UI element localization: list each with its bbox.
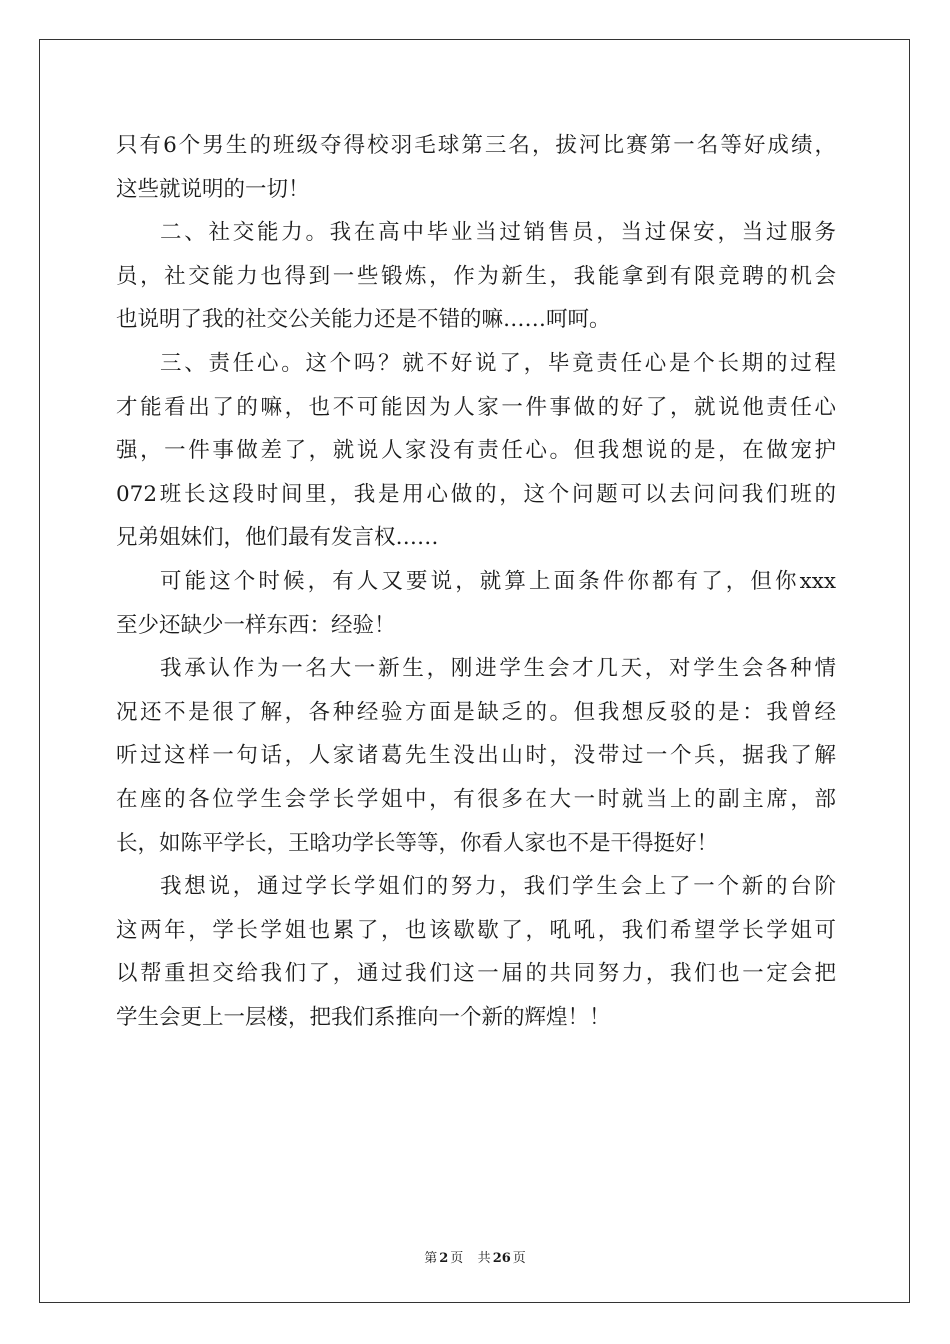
text-line: 只有6个男生的班级夺得校羽毛球第三名，拔河比赛第一名等好成绩， <box>116 133 836 158</box>
text-line: 也说明了我的社交公关能力还是不错的嘛……呵呵。 <box>116 307 611 333</box>
page-number: 2 <box>439 1251 449 1266</box>
text-line: 学生会更上一层楼，把我们系推向一个新的辉煌！！ <box>116 1004 611 1030</box>
page-footer <box>0 1247 950 1266</box>
page-suffix: 页 <box>450 1251 464 1266</box>
text-line: 我想说，通过学长学姐们的努力，我们学生会上了一个新的台阶 <box>160 874 836 900</box>
text-line: 长，如陈平学长，王晗功学长等等，你看人家也不是干得挺好！ <box>116 830 719 856</box>
text-line: 在座的各位学生会学长学姐中，有很多在大一时就当上的副主席，部 <box>116 786 836 812</box>
text-line: 兄弟姐妹们，他们最有发言权…… <box>116 525 439 551</box>
total-pages: 26 <box>492 1251 511 1266</box>
text-line: 至少还缺少一样东西：经验！ <box>116 612 396 638</box>
text-line: 员，社交能力也得到一些锻炼，作为新生，我能拿到有限竞聘的机会 <box>116 263 836 289</box>
document-body <box>116 124 836 1039</box>
total-suffix: 页 <box>512 1251 526 1266</box>
text-line: 这两年，学长学姐也累了，也该歇歇了，吼吼，我们希望学长学姐可 <box>116 917 836 943</box>
text-line: 072班长这段时间里，我是用心做的，这个问题可以去问问我们班的 <box>116 481 836 507</box>
total-prefix: 共 <box>477 1251 491 1266</box>
text-line: 这些就说明的一切！ <box>116 176 310 202</box>
text-line: 况还不是很了解，各种经验方面是缺乏的。但我想反驳的是：我曾经 <box>116 699 836 725</box>
page-prefix: 第 <box>424 1251 438 1266</box>
text-line: 可能这个时候，有人又要说，就算上面条件你都有了，但你xxx <box>160 568 836 594</box>
text-line: 三、责任心。这个吗？就不好说了，毕竟责任心是个长期的过程 <box>160 350 836 376</box>
text-line: 以帮重担交给我们了，通过我们这一届的共同努力，我们也一定会把 <box>116 961 836 987</box>
text-line: 才能看出了的嘛，也不可能因为人家一件事做的好了，就说他责任心 <box>116 394 836 420</box>
text-line: 我承认作为一名大一新生，刚进学生会才几天，对学生会各种情 <box>160 656 836 682</box>
text-line: 二、社交能力。我在高中毕业当过销售员，当过保安，当过服务 <box>160 220 836 246</box>
text-line: 听过这样一句话，人家诸葛先生没出山时，没带过一个兵，据我了解 <box>116 743 836 769</box>
text-line: 强，一件事做差了，就说人家没有责任心。但我想说的是，在做宠护 <box>116 438 836 464</box>
